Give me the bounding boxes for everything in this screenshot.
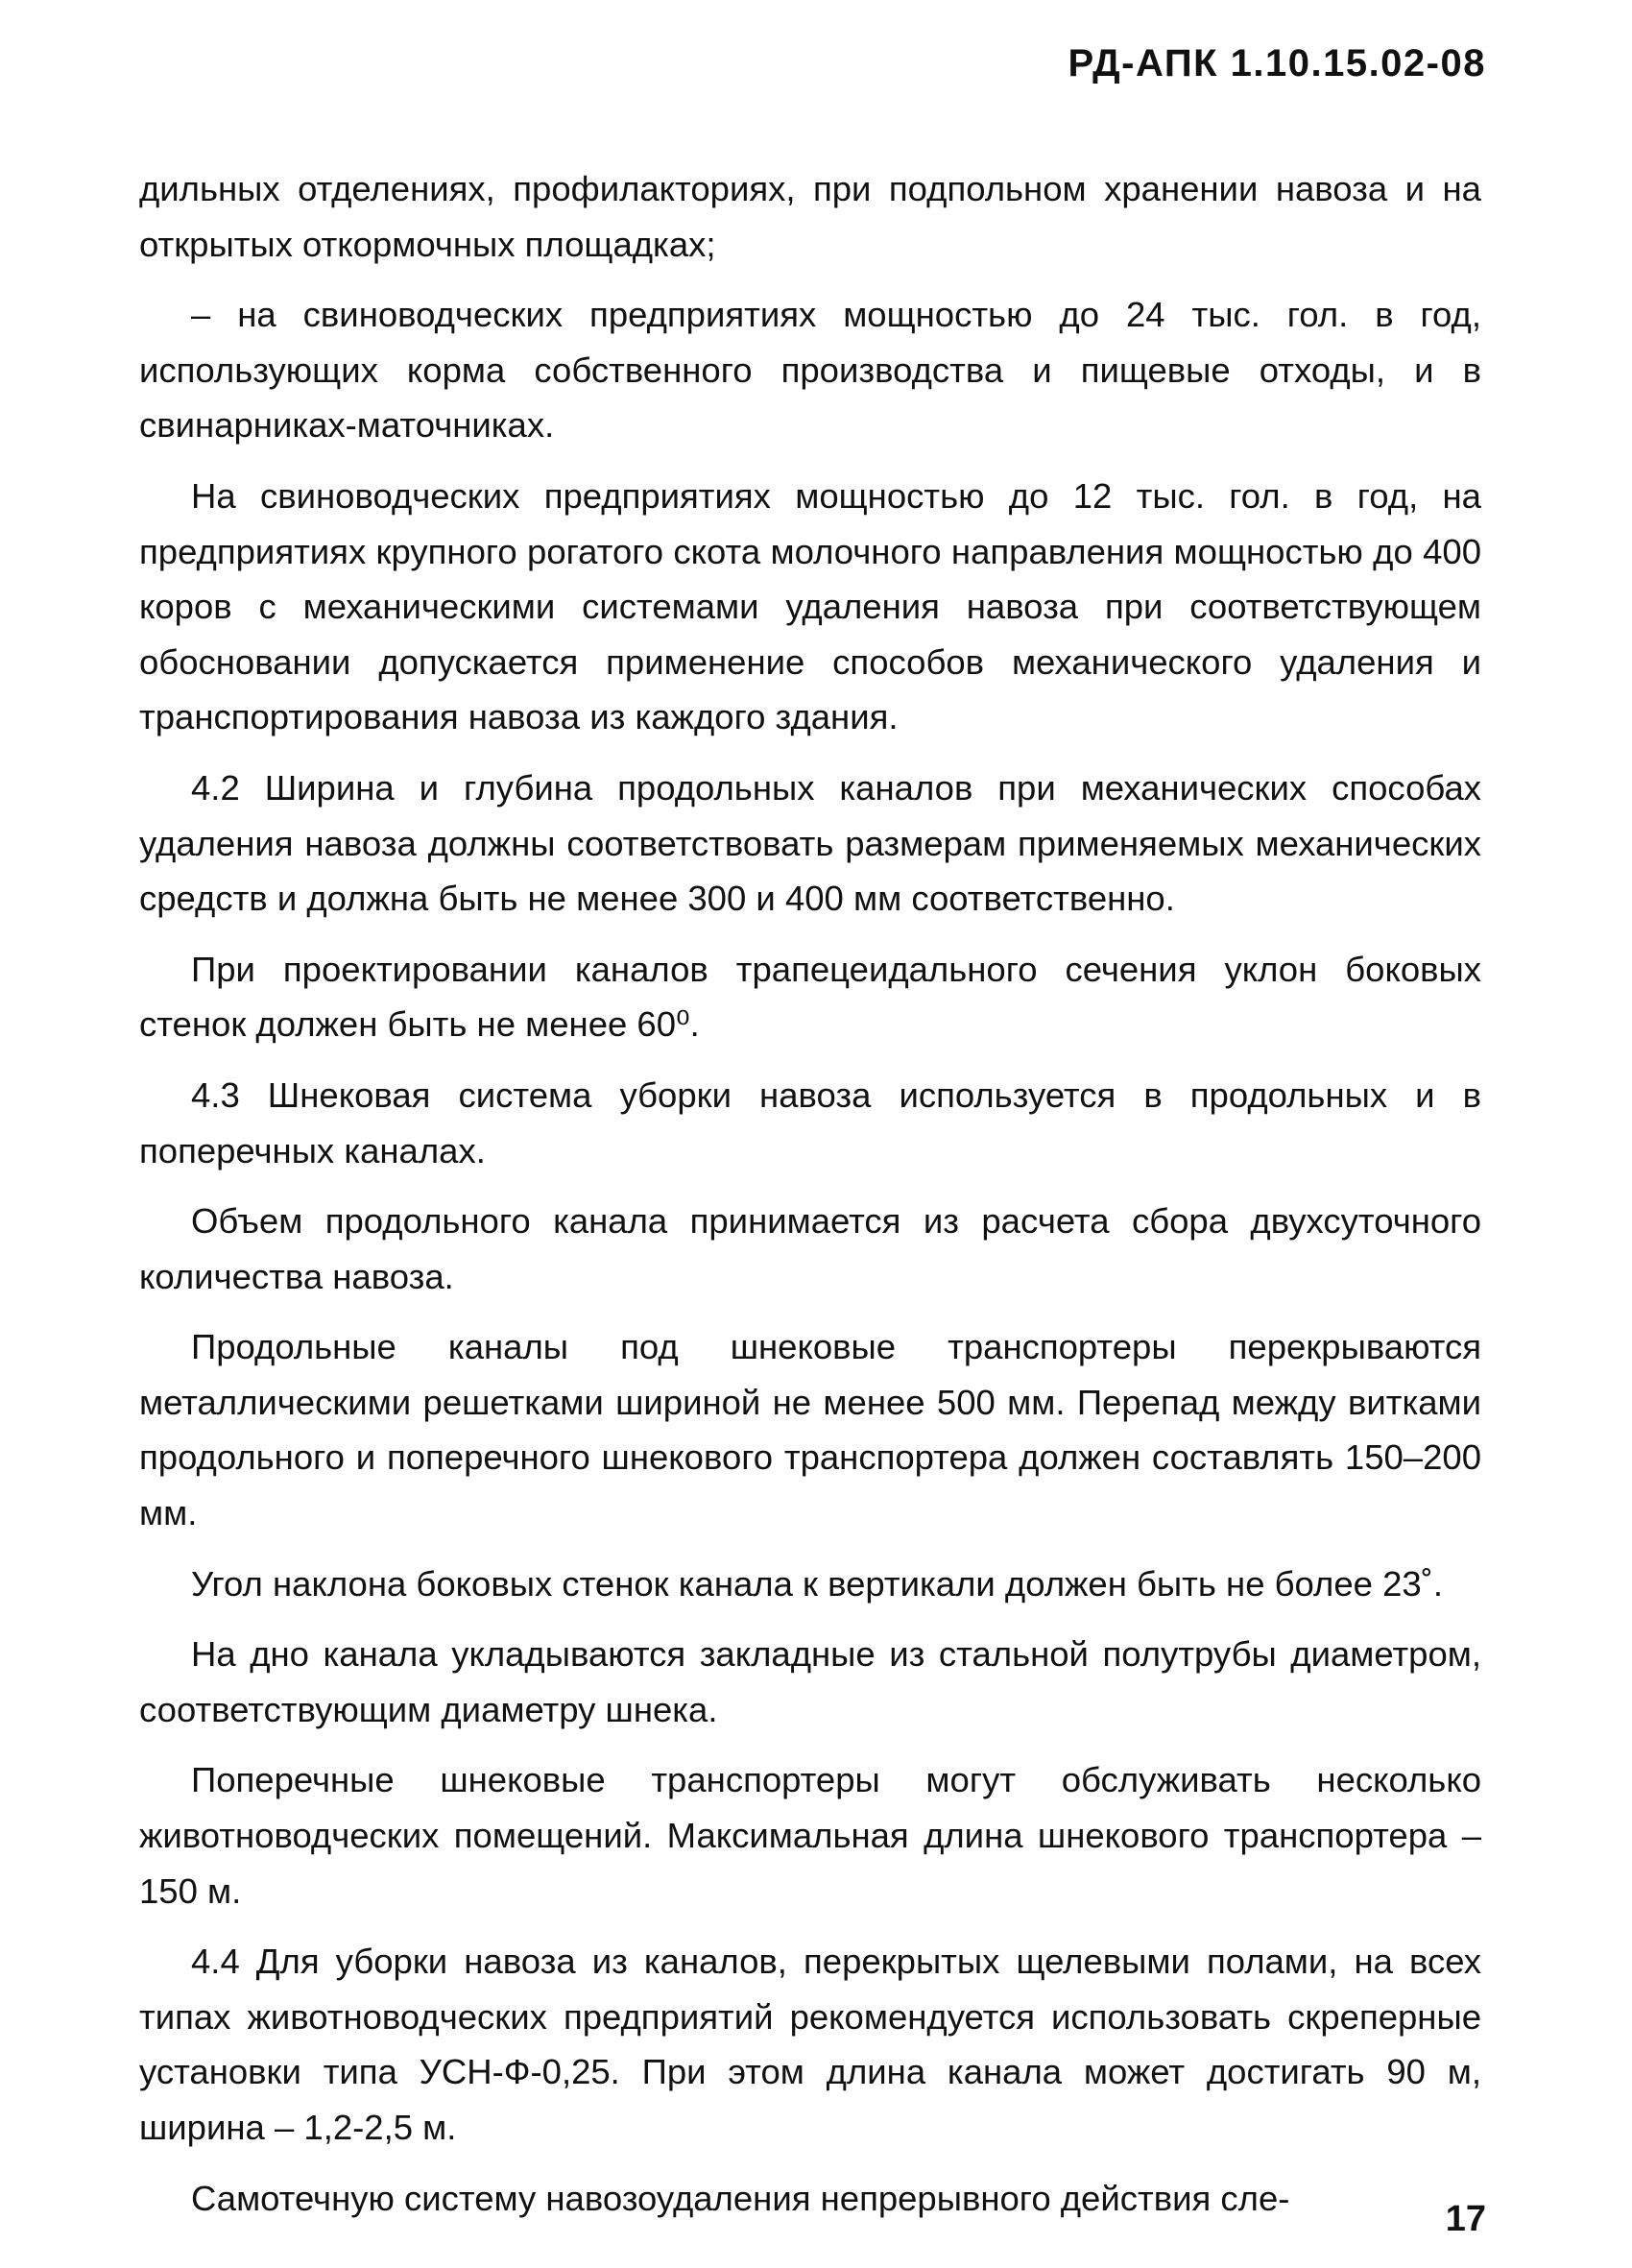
paragraph: Поперечные шнековые транспортеры могут обслуживать несколько животноводческих помещений. Максимальная длина шнекового транспортера – 150 м.	[139, 1760, 1481, 1911]
paragraph: При проектировании каналов трапецеидального сечения уклон боковых стенок должен быть не менее 60⁰.	[139, 949, 1481, 1045]
paragraph-section-4-2: 4.2 Ширина и глубина продольных каналов при механических способах удаления навоза должны соответствовать размерам применяемых механических средств и должна быть не менее 300 и 400 мм соответственно.	[139, 767, 1481, 919]
paragraph: – на свиноводческих предприятиях мощностью до 24 тыс. гол. в год, использующих корма собственного производства и пищевые отходы, и в свинарниках-маточниках.	[139, 295, 1481, 446]
paragraph: На дно канала укладываются закладные из стальной полутрубы диаметром, соответствующим диаметру шнека.	[139, 1634, 1481, 1729]
body-text	[139, 161, 1481, 2241]
paragraph: На свиноводческих предприятиях мощностью до 12 тыс. гол. в год, на предприятиях крупного рогатого скота молочного направления мощностью до 400 коров с механическими системами удаления навоза при соответствующем обосновании допускается применение способов механического удаления и транспортирования навоза из каждого здания.	[139, 475, 1481, 737]
paragraph: Угол наклона боковых стенок канала к вертикали должен быть не более 23˚.	[191, 1563, 1443, 1604]
page-number: 17	[1445, 2199, 1486, 2239]
paragraph: Продольные каналы под шнековые транспортеры перекрываются металлическими решетками шириной не менее 500 мм. Перепад между витками продольного и поперечного шнекового транспортера должен составлять 150–200 мм.	[139, 1327, 1481, 1533]
paragraph-section-4-3: 4.3 Шнековая система уборки навоза используется в продольных и в поперечных каналах.	[139, 1074, 1481, 1170]
document-code-header: РД-АПК 1.10.15.02-08	[1068, 42, 1486, 84]
paragraph-section-4-4: 4.4 Для уборки навоза из каналов, перекрытых щелевыми полами, на всех типах животноводческих предприятий рекомендуется использовать скреперные установки типа УСН-Ф-0,25. При этом длина канала может достигать 90 м, ширина – 1,2-2,5 м.	[139, 1942, 1481, 2147]
paragraph: Объем продольного канала принимается из расчета сбора двухсуточного количества навоза.	[139, 1201, 1481, 1296]
paragraph: Самотечную систему навозоудаления непрерывного действия сле-	[191, 2178, 1290, 2218]
paragraph: дильных отделениях, профилакториях, при подпольном хранении навоза и на открытых откормочных площадках;	[139, 169, 1481, 264]
